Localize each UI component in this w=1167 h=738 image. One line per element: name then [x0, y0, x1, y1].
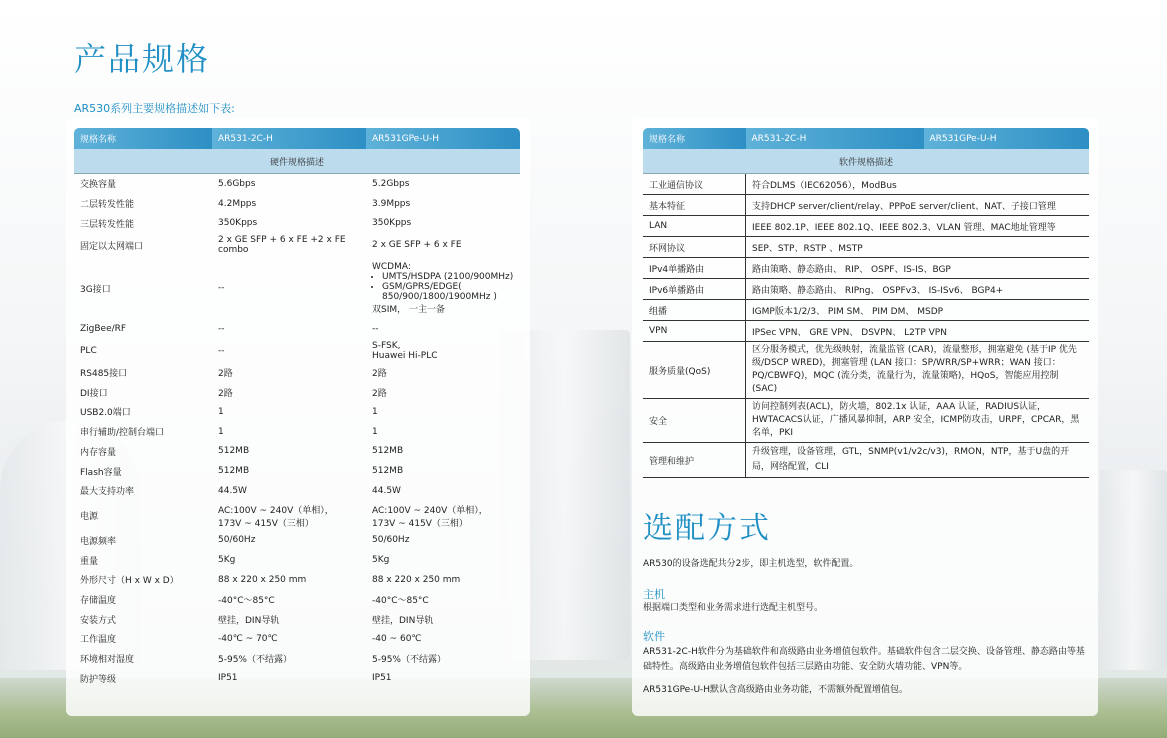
table-row	[74, 609, 520, 629]
page-title: 产品规格	[74, 40, 211, 78]
table-row	[74, 363, 520, 383]
spec-name: 内存容量	[80, 447, 117, 458]
table-row	[643, 195, 1089, 216]
table-row	[643, 216, 1089, 237]
table-row	[74, 442, 520, 462]
table-row	[74, 461, 520, 481]
spec-value-b: 5.2Gbps	[372, 178, 410, 189]
spec-name: ZigBee/RF	[80, 323, 127, 334]
spec-value-b: 1	[372, 406, 378, 417]
spec-value-a: 1	[218, 426, 224, 437]
spec-value-a: -40°C～85°C	[218, 595, 275, 606]
spec-value: 访问控制列表(ACL)，防火墙，802.1x 认证，AAA 认证，RADIUS认证，HWTACACS认证，广播风暴抑制，ARP 安全，ICMP防攻击，URPF，CPCAR，黑名单，PKI	[746, 399, 1090, 443]
host-subheading: 主机	[643, 588, 665, 601]
table-row	[643, 399, 1089, 443]
spec-name: 电源	[80, 512, 99, 523]
spec-value-b	[366, 501, 520, 531]
software-subheading: 软件	[643, 630, 665, 643]
spec-value-a: IP51	[218, 673, 238, 684]
table-row	[643, 174, 1089, 195]
spec-value: 路由策略、静态路由、 RIPng、 OSPFv3、 IS-ISv6、 BGP4+	[746, 279, 1090, 300]
spec-value: 升级管理，设备管理，GTL，SNMP(v1/v2c/v3)，RMON，NTP，基于U盘的开局，网络配置，CLI	[746, 443, 1090, 478]
table-row	[643, 300, 1089, 321]
spec-name: 安装方式	[80, 615, 117, 626]
spec-name: 重量	[80, 556, 99, 567]
list-item: • UMTS/HSDPA (2100/900MHz)	[382, 272, 514, 282]
spec-name: 服务质量(QoS)	[643, 342, 746, 399]
spec-name: 组播	[643, 300, 746, 321]
spec-value: 支持DHCP server/client/relay、PPPoE server/client、NAT、子接口管理	[746, 195, 1090, 216]
table-row	[74, 668, 520, 688]
spec-name: 固定以太网端口	[80, 241, 144, 252]
spec-value-a: 1	[218, 406, 224, 417]
spec-name: 防护等级	[80, 674, 117, 685]
spec-value-a-line2: 173V ~ 415V（三相）	[218, 518, 314, 529]
spec-value-a: 2路	[218, 388, 233, 399]
section-label: 硬件规格描述	[74, 149, 520, 174]
spec-value-a: 5.6Gbps	[218, 178, 256, 189]
spec-name: 三层转发性能	[80, 219, 135, 230]
spec-name: 最大支持功率	[80, 487, 135, 498]
table-row	[74, 174, 520, 194]
table-row	[74, 257, 520, 319]
spec-value-a: 512MB	[218, 466, 250, 477]
spec-value-a: 4.2Mpps	[218, 198, 257, 209]
table-row	[74, 501, 520, 531]
section-row	[74, 149, 520, 174]
spec-value-b: 512MB	[372, 466, 404, 477]
table-row	[74, 481, 520, 501]
spec-value: IPSec VPN、 GRE VPN、 DSVPN、 L2TP VPN	[746, 321, 1090, 342]
table-row	[643, 237, 1089, 258]
spec-value-b: IP51	[372, 673, 392, 684]
spec-value-b-head: WCDMA:	[372, 261, 411, 272]
spec-value: SEP、STP、RSTP 、MSTP	[746, 237, 1090, 258]
spec-value: 区分服务模式，优先级映射，流量监管 (CAR)，流量整形，拥塞避免 (基于IP 优先级/DSCP WRED)，拥塞管理 (LAN 接口：SP/WRR/SP+WRR；WAN 接口：PQ/CBWFQ)，MQC (流分类，流量行为，流量策略)，HQoS，智能应用控制 (SAC)	[746, 342, 1090, 399]
spec-value-a: 50/60Hz	[218, 535, 256, 546]
spec-value-b: 2路	[372, 388, 387, 399]
spec-value-a: 壁挂，DIN导轨	[218, 615, 280, 626]
spec-value-b: 350Kpps	[372, 218, 412, 229]
spec-value-b: 512MB	[372, 446, 404, 457]
spec-name: 外形尺寸（H x W x D）	[80, 576, 179, 587]
spec-value-b: 5Kg	[372, 555, 390, 566]
spec-name: DI接口	[80, 388, 108, 399]
spec-name: 安全	[643, 399, 746, 443]
spec-value-a: 2 x GE SFP + 6 x FE +2 x FE combo	[218, 235, 346, 256]
spec-value-b: 壁挂，DIN导轨	[372, 615, 434, 626]
table-row	[643, 342, 1089, 399]
spec-value-b	[366, 339, 520, 363]
table-row	[643, 279, 1089, 300]
table-row	[74, 570, 520, 590]
spec-name: 二层转发性能	[80, 200, 135, 211]
spec-value-b: -40°C～85°C	[372, 595, 429, 606]
spec-value-b: -40 ~ 60℃	[372, 633, 422, 644]
spec-name: PLC	[80, 345, 97, 356]
spec-value-a: --	[218, 323, 225, 334]
config-intro: AR530的设备选配共分2步，即主机选型，软件配置。	[643, 559, 859, 569]
table-row	[74, 319, 520, 339]
spec-value: 路由策略、静态路由、 RIP、 OSPF、IS-IS、BGP	[746, 258, 1090, 279]
hardware-spec-table	[74, 128, 520, 688]
spec-value-a: --	[218, 283, 225, 294]
spec-name: VPN	[643, 321, 746, 342]
table-header-row	[74, 128, 520, 149]
spec-name: 工作温度	[80, 635, 117, 646]
table-row	[643, 258, 1089, 279]
table-row	[643, 321, 1089, 342]
table-header-row	[643, 128, 1089, 149]
table-row	[74, 194, 520, 214]
header-spec-name: 规格名称	[74, 128, 212, 149]
spec-value-b-line2: Huawei Hi-PLC	[372, 350, 438, 361]
spec-name: Flash容量	[80, 467, 122, 478]
page-subtitle: AR530系列主要规格描述如下表:	[74, 102, 235, 115]
spec-value-b-line1: S-FSK,	[372, 340, 401, 351]
table-row	[74, 233, 520, 257]
header-model-a: AR531-2C-H	[212, 128, 366, 149]
spec-value-b: 3.9Mpps	[372, 198, 411, 209]
spec-value-b	[366, 257, 520, 319]
software-spec-table	[643, 128, 1089, 478]
section-row	[643, 149, 1089, 174]
header-model-a: AR531-2C-H	[746, 128, 924, 149]
spec-name: 环网协议	[643, 237, 746, 258]
spec-value-b: 2路	[372, 369, 387, 380]
spec-value-a: 2路	[218, 369, 233, 380]
spec-value-b: 50/60Hz	[372, 535, 410, 546]
spec-name: RS485接口	[80, 369, 128, 380]
spec-value-a: 44.5W	[218, 485, 247, 496]
table-row	[74, 213, 520, 233]
header-model-b: AR531GPe-U-H	[366, 128, 520, 149]
header-model-b: AR531GPe-U-H	[924, 128, 1090, 149]
software-text: AR531-2C-H软件分为基础软件和高级路由业务增值包软件。基础软件包含二层交换、设备管理、静态路由等基础特性。高级路由业务增值包软件包括三层路由功能、安全防火墙功能、VPN等。	[643, 647, 1085, 672]
spec-value-a-line1: AC:100V ~ 240V（单相），	[218, 505, 334, 516]
spec-value-b-tail: 双SIM， 一主一备	[372, 304, 445, 315]
list-item: • GSM/GPRS/EDGE( 850/900/1800/1900MHz )	[382, 282, 514, 302]
spec-value: IEEE 802.1P、IEEE 802.1Q、IEEE 802.3、VLAN 管理、MAC地址管理等	[746, 216, 1090, 237]
host-text: 根据端口类型和业务需求进行选配主机型号。	[643, 603, 824, 613]
table-row	[74, 550, 520, 570]
spec-name: 工业通信协议	[643, 174, 746, 195]
spec-value-a	[212, 501, 366, 531]
table-row	[74, 422, 520, 442]
header-spec-name: 规格名称	[643, 128, 746, 149]
spec-value: 符合DLMS（IEC62056），ModBus	[746, 174, 1090, 195]
spec-value-b: 2 x GE SFP + 6 x FE	[372, 240, 462, 251]
spec-value-b-list	[372, 272, 514, 302]
background-tank-right	[1100, 470, 1167, 670]
spec-value-a: 5-95%（不结露）	[218, 655, 292, 666]
spec-value-a: 512MB	[218, 446, 250, 457]
spec-name: 交换容量	[80, 180, 117, 191]
spec-value-b: --	[372, 323, 379, 334]
spec-name: 存储温度	[80, 595, 117, 606]
section-label: 软件规格描述	[643, 149, 1089, 174]
spec-name: USB2.0端口	[80, 408, 131, 419]
config-title: 选配方式	[643, 511, 771, 546]
spec-name: IPv4单播路由	[643, 258, 746, 279]
spec-value-b: 5-95%（不结露）	[372, 655, 446, 666]
spec-name: 管理和维护	[643, 443, 746, 478]
table-row	[643, 443, 1089, 478]
spec-value-b-line2: 173V ~ 415V（三相）	[372, 518, 468, 529]
spec-value-b: 44.5W	[372, 485, 401, 496]
spec-name: LAN	[643, 216, 746, 237]
table-row	[74, 649, 520, 669]
table-row	[74, 382, 520, 402]
spec-name: 串行辅助/控制台端口	[80, 428, 165, 439]
spec-name: 环境相对湿度	[80, 655, 135, 666]
table-row	[74, 402, 520, 422]
spec-value-b: 1	[372, 426, 378, 437]
table-row	[74, 590, 520, 610]
spec-name: 3G接口	[80, 284, 111, 295]
spec-name: 电源频率	[80, 536, 117, 547]
spec-value-a: -40℃ ~ 70℃	[218, 633, 278, 644]
spec-value-b-line1: AC:100V ~ 240V（单相），	[372, 505, 488, 516]
spec-name: IPv6单播路由	[643, 279, 746, 300]
spec-value-a: 88 x 220 x 250 mm	[218, 574, 307, 585]
table-row	[74, 339, 520, 363]
spec-value-a: 350Kpps	[218, 218, 258, 229]
spec-name: 基本特征	[643, 195, 746, 216]
spec-value-b: 88 x 220 x 250 mm	[372, 574, 461, 585]
config-note: AR531GPe-U-H默认含高级路由业务功能，不需额外配置增值包。	[643, 685, 909, 695]
spec-value-a: --	[218, 345, 225, 356]
spec-value: IGMP版本1/2/3、 PIM SM、 PIM DM、 MSDP	[746, 300, 1090, 321]
spec-value-a: 5Kg	[218, 555, 236, 566]
table-row	[74, 629, 520, 649]
table-row	[74, 531, 520, 551]
